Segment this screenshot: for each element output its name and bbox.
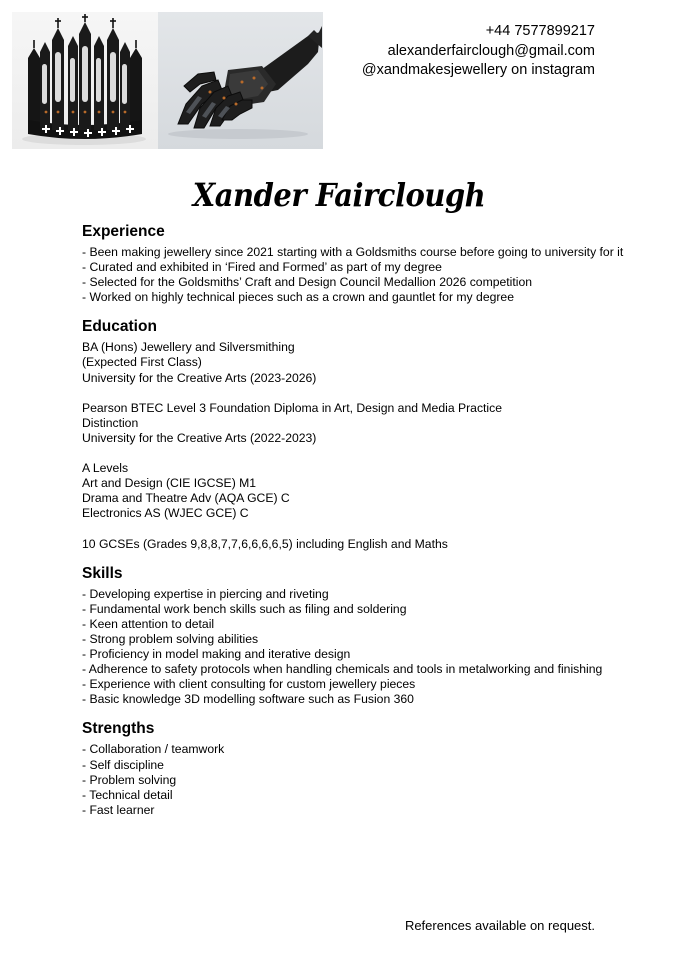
skill-item: - Basic knowledge 3D modelling software such as Fusion 360	[82, 692, 414, 707]
references-note: References available on request.	[404, 918, 595, 933]
education-line: 10 GCSEs (Grades 9,8,8,7,7,6,6,6,6,5) including English and Maths	[82, 536, 448, 551]
contact-details	[362, 22, 595, 81]
experience-item: - Been making jewellery since 2021 starting with a Goldsmiths course before going to university for it	[82, 245, 624, 259]
experience-item: - Worked on highly technical pieces such as a crown and gauntlet for my degree	[82, 290, 514, 305]
cv-body	[82, 222, 622, 830]
strength-item: - Self discipline	[82, 757, 164, 772]
experience-item: - Curated and exhibited in ‘Fired and Formed’ as part of my degree	[82, 260, 442, 275]
education-line: Pearson BTEC Level 3 Foundation Diploma in Art, Design and Media Practice	[82, 400, 503, 415]
experience-heading: Experience	[82, 223, 165, 240]
education-line: A Levels	[82, 461, 129, 476]
skill-item: - Developing expertise in piercing and riveting	[82, 586, 329, 601]
skills-heading: Skills	[82, 564, 123, 582]
skill-item: - Strong problem solving abilities	[82, 631, 259, 646]
applicant-name: Xander Fairclough	[192, 176, 486, 214]
education-line: Distinction	[82, 415, 139, 430]
experience-section	[82, 222, 622, 305]
education-line: (Expected First Class)	[82, 355, 202, 370]
education-line: Art and Design (CIE IGCSE) M1	[82, 476, 257, 491]
strength-item: - Fast learner	[82, 802, 155, 817]
education-line: Electronics AS (WJEC GCE) C	[82, 506, 249, 521]
skill-item: - Experience with client consulting for custom jewellery pieces	[82, 677, 416, 692]
strengths-section	[82, 719, 622, 817]
education-section	[82, 317, 622, 551]
strength-item: - Collaboration / teamwork	[82, 742, 225, 757]
education-heading: Education	[82, 318, 157, 336]
portfolio-photos	[12, 12, 323, 149]
skills-section	[82, 564, 622, 708]
education-line: University for the Creative Arts (2022-2023)	[82, 430, 317, 445]
instagram-handle: @xandmakesjewellery on instagram	[361, 62, 595, 78]
email-address: alexanderfairclough@gmail.com	[387, 42, 595, 59]
skill-item: - Keen attention to detail	[82, 616, 215, 631]
experience-item: - Selected for the Goldsmiths’ Craft and Design Council Medallion 2026 competition	[82, 275, 533, 290]
crown-image	[12, 12, 158, 149]
strength-item: - Problem solving	[82, 772, 177, 787]
skill-item: - Adherence to safety protocols when handling chemicals and tools in metalworking and finishing	[82, 662, 603, 677]
education-line: University for the Creative Arts (2023-2026)	[82, 370, 317, 385]
strength-item: - Technical detail	[82, 787, 173, 802]
gauntlet-photo	[158, 12, 323, 149]
education-line: Drama and Theatre Adv (AQA GCE) C	[82, 491, 290, 506]
skill-item: - Proficiency in model making and iterative design	[82, 647, 351, 662]
strengths-heading: Strengths	[82, 720, 155, 738]
gauntlet-image	[158, 12, 323, 149]
skill-item: - Fundamental work bench skills such as filing and soldering	[82, 601, 407, 616]
education-line: BA (Hons) Jewellery and Silversmithing	[82, 340, 295, 355]
phone-number: +44 7577899217	[485, 23, 595, 39]
crown-photo	[12, 12, 158, 149]
